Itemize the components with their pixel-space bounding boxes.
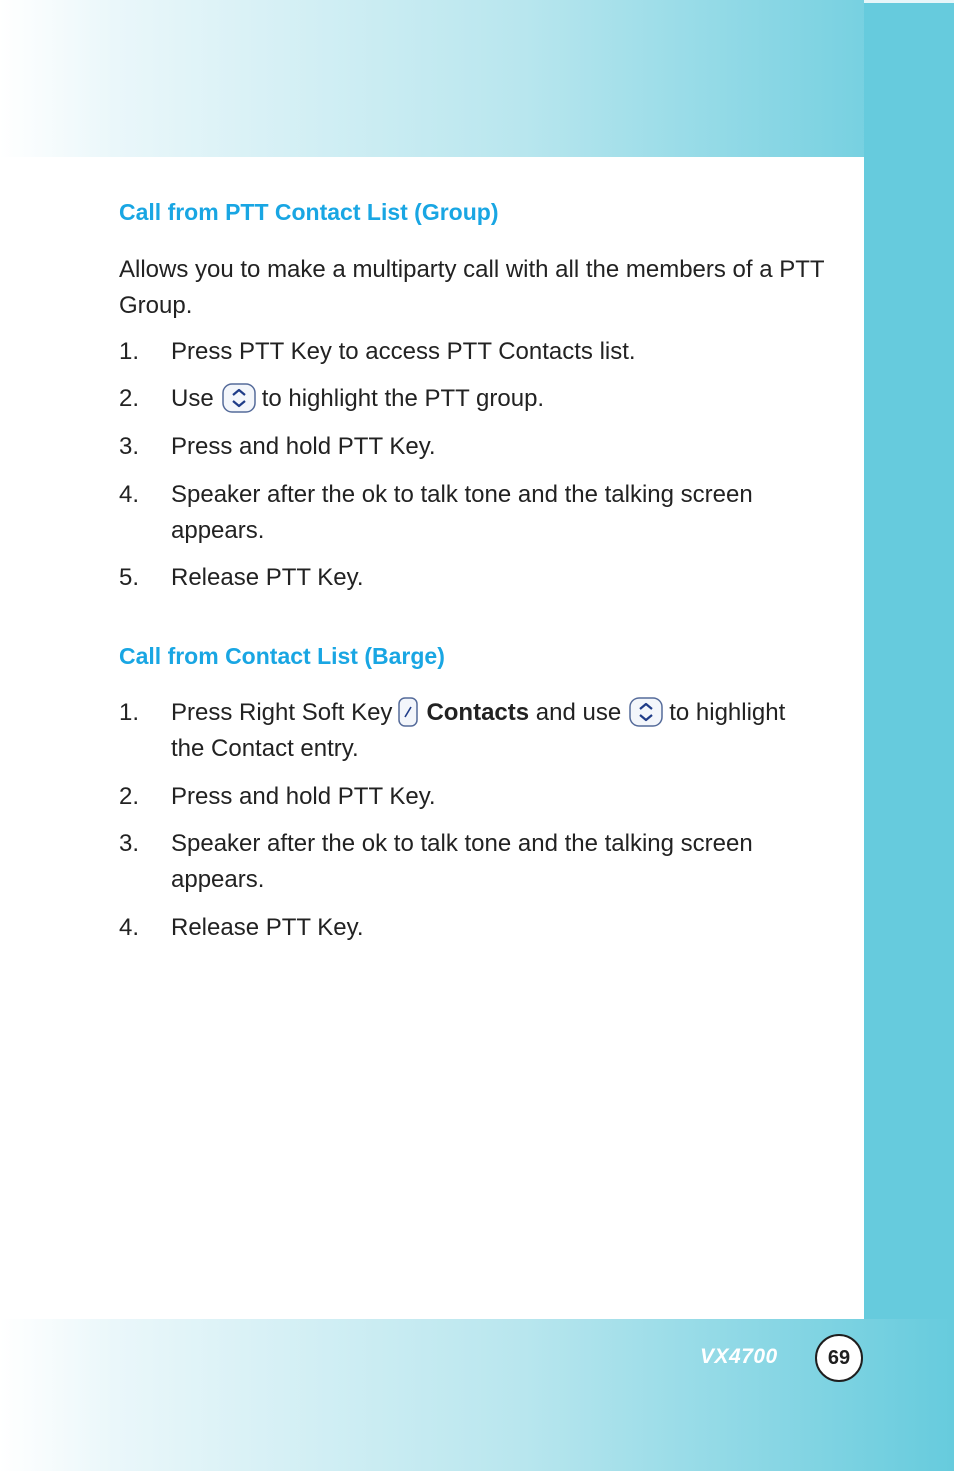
- step-number: 4.: [119, 481, 140, 508]
- list-item: [119, 334, 819, 370]
- step-text: [171, 381, 819, 417]
- list-item: [119, 381, 819, 417]
- step-text-after: to highlight the PTT group.: [261, 385, 545, 412]
- step-text: [171, 695, 819, 767]
- step-number: 1.: [119, 338, 140, 365]
- contacts-label: Contacts: [426, 699, 530, 726]
- step-text: Speaker after the ok to talk tone and the talking screen appears.: [171, 481, 753, 544]
- header-band: [0, 0, 954, 157]
- list-item: [119, 477, 819, 549]
- step-number: 3.: [119, 830, 140, 857]
- list-item: [119, 826, 819, 898]
- step-text-before: Press Right Soft Key: [171, 699, 393, 726]
- section-heading-barge: Call from Contact List (Barge): [119, 643, 445, 669]
- step-text: Release PTT Key.: [171, 914, 364, 941]
- nav-up-down-key-icon: [629, 697, 663, 727]
- footer-band: [0, 1319, 954, 1471]
- step-number: 2.: [119, 385, 140, 412]
- step-text-after: to highlight the Contact entry.: [171, 699, 786, 762]
- section-heading-group: Call from PTT Contact List (Group): [119, 199, 499, 225]
- step-text-middle: and use: [535, 699, 622, 726]
- step-text: Press and hold PTT Key.: [171, 783, 436, 810]
- model-label: VX4700: [700, 1345, 778, 1368]
- list-item: [119, 910, 819, 946]
- page-number-badge: [815, 1334, 863, 1382]
- list-item: [119, 779, 819, 815]
- step-number: 4.: [119, 914, 140, 941]
- side-band: [864, 0, 954, 1471]
- step-text: Release PTT Key.: [171, 564, 364, 591]
- step-number: 5.: [119, 564, 140, 591]
- list-item: [119, 429, 819, 465]
- step-number: 1.: [119, 699, 140, 726]
- right-soft-key-icon: [398, 697, 418, 727]
- list-item: [119, 560, 819, 596]
- list-item: [119, 695, 819, 767]
- step-number: 2.: [119, 783, 140, 810]
- step-text: Press PTT Key to access PTT Contacts list.: [171, 338, 636, 365]
- step-text: Speaker after the ok to talk tone and the talking screen appears.: [171, 830, 753, 893]
- page-number: 69: [827, 1346, 851, 1369]
- step-number: 3.: [119, 433, 140, 460]
- side-band-highlight: [864, 0, 954, 3]
- nav-up-down-key-icon: [222, 383, 256, 413]
- step-text-before: Use: [171, 385, 214, 412]
- section-intro: Allows you to make a multiparty call with all the members of a PTT Group.: [119, 256, 825, 319]
- step-text: Press and hold PTT Key.: [171, 433, 436, 460]
